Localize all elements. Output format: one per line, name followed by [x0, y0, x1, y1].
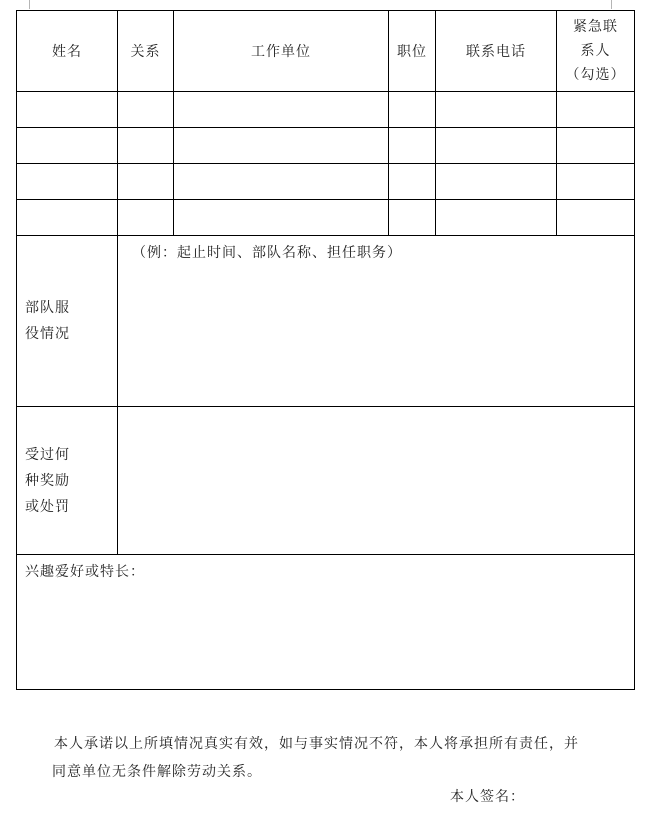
workplace-cell[interactable] — [174, 128, 389, 164]
relation-cell[interactable] — [118, 200, 174, 236]
pledge-line1: 本人承诺以上所填情况真实有效，如与事实情况不符，本人将承担所有责任，并 — [54, 736, 579, 752]
name-cell[interactable] — [17, 128, 118, 164]
name-cell[interactable] — [17, 92, 118, 128]
relation-cell[interactable] — [118, 164, 174, 200]
awards-row — [17, 407, 635, 555]
hobbies-field[interactable] — [17, 555, 635, 690]
family-info-table — [16, 10, 635, 690]
table-header-row — [17, 11, 635, 92]
emergency-check-cell[interactable] — [557, 200, 635, 236]
emergency-check-cell[interactable] — [557, 164, 635, 200]
header-name: 姓名 — [17, 11, 118, 92]
phone-cell[interactable] — [436, 128, 557, 164]
header-emergency-contact — [557, 11, 635, 92]
position-cell[interactable] — [389, 200, 436, 236]
awards-field[interactable] — [118, 407, 635, 555]
workplace-cell[interactable] — [174, 164, 389, 200]
position-cell[interactable] — [389, 92, 436, 128]
header-workplace: 工作单位 — [174, 11, 389, 92]
position-cell[interactable] — [389, 128, 436, 164]
position-cell[interactable] — [389, 164, 436, 200]
page-corner-mark — [28, 0, 30, 9]
signature-label: 本人签名： — [450, 789, 525, 805]
relation-cell[interactable] — [118, 128, 174, 164]
awards-label-line2: 种奖励 — [25, 472, 70, 489]
phone-cell[interactable] — [436, 92, 557, 128]
military-label-line2: 役情况 — [25, 326, 70, 342]
phone-cell[interactable] — [436, 200, 557, 236]
awards-label-line1: 受过何 — [25, 446, 70, 463]
hobbies-row — [17, 555, 635, 690]
awards-label — [17, 407, 118, 555]
header-emergency-line2: 系人 — [580, 43, 611, 59]
military-label-line1: 部队服 — [25, 300, 70, 316]
military-service-field[interactable] — [118, 236, 635, 407]
header-phone: 联系电话 — [436, 11, 557, 92]
table-row — [17, 128, 635, 164]
military-service-row — [17, 236, 635, 407]
table-row — [17, 200, 635, 236]
relation-cell[interactable] — [118, 92, 174, 128]
table-row — [17, 92, 635, 128]
hobbies-label: 兴趣爱好或特长： — [25, 564, 145, 580]
phone-cell[interactable] — [436, 164, 557, 200]
header-emergency-line3: （勾选） — [565, 67, 626, 83]
emergency-check-cell[interactable] — [557, 92, 635, 128]
workplace-cell[interactable] — [174, 200, 389, 236]
header-relation: 关系 — [118, 11, 174, 92]
table-row — [17, 164, 635, 200]
page-corner-mark — [610, 0, 612, 9]
pledge-line2: 同意单位无条件解除劳动关系。 — [52, 764, 262, 780]
awards-label-line3: 或处罚 — [25, 498, 70, 515]
military-service-label — [17, 236, 118, 407]
name-cell[interactable] — [17, 200, 118, 236]
header-position: 职位 — [389, 11, 436, 92]
military-service-hint: （例：起止时间、部队名称、担任职务） — [132, 245, 402, 261]
emergency-check-cell[interactable] — [557, 128, 635, 164]
header-emergency-line1: 紧急联 — [573, 19, 618, 35]
workplace-cell[interactable] — [174, 92, 389, 128]
pledge-statement — [54, 730, 614, 786]
name-cell[interactable] — [17, 164, 118, 200]
